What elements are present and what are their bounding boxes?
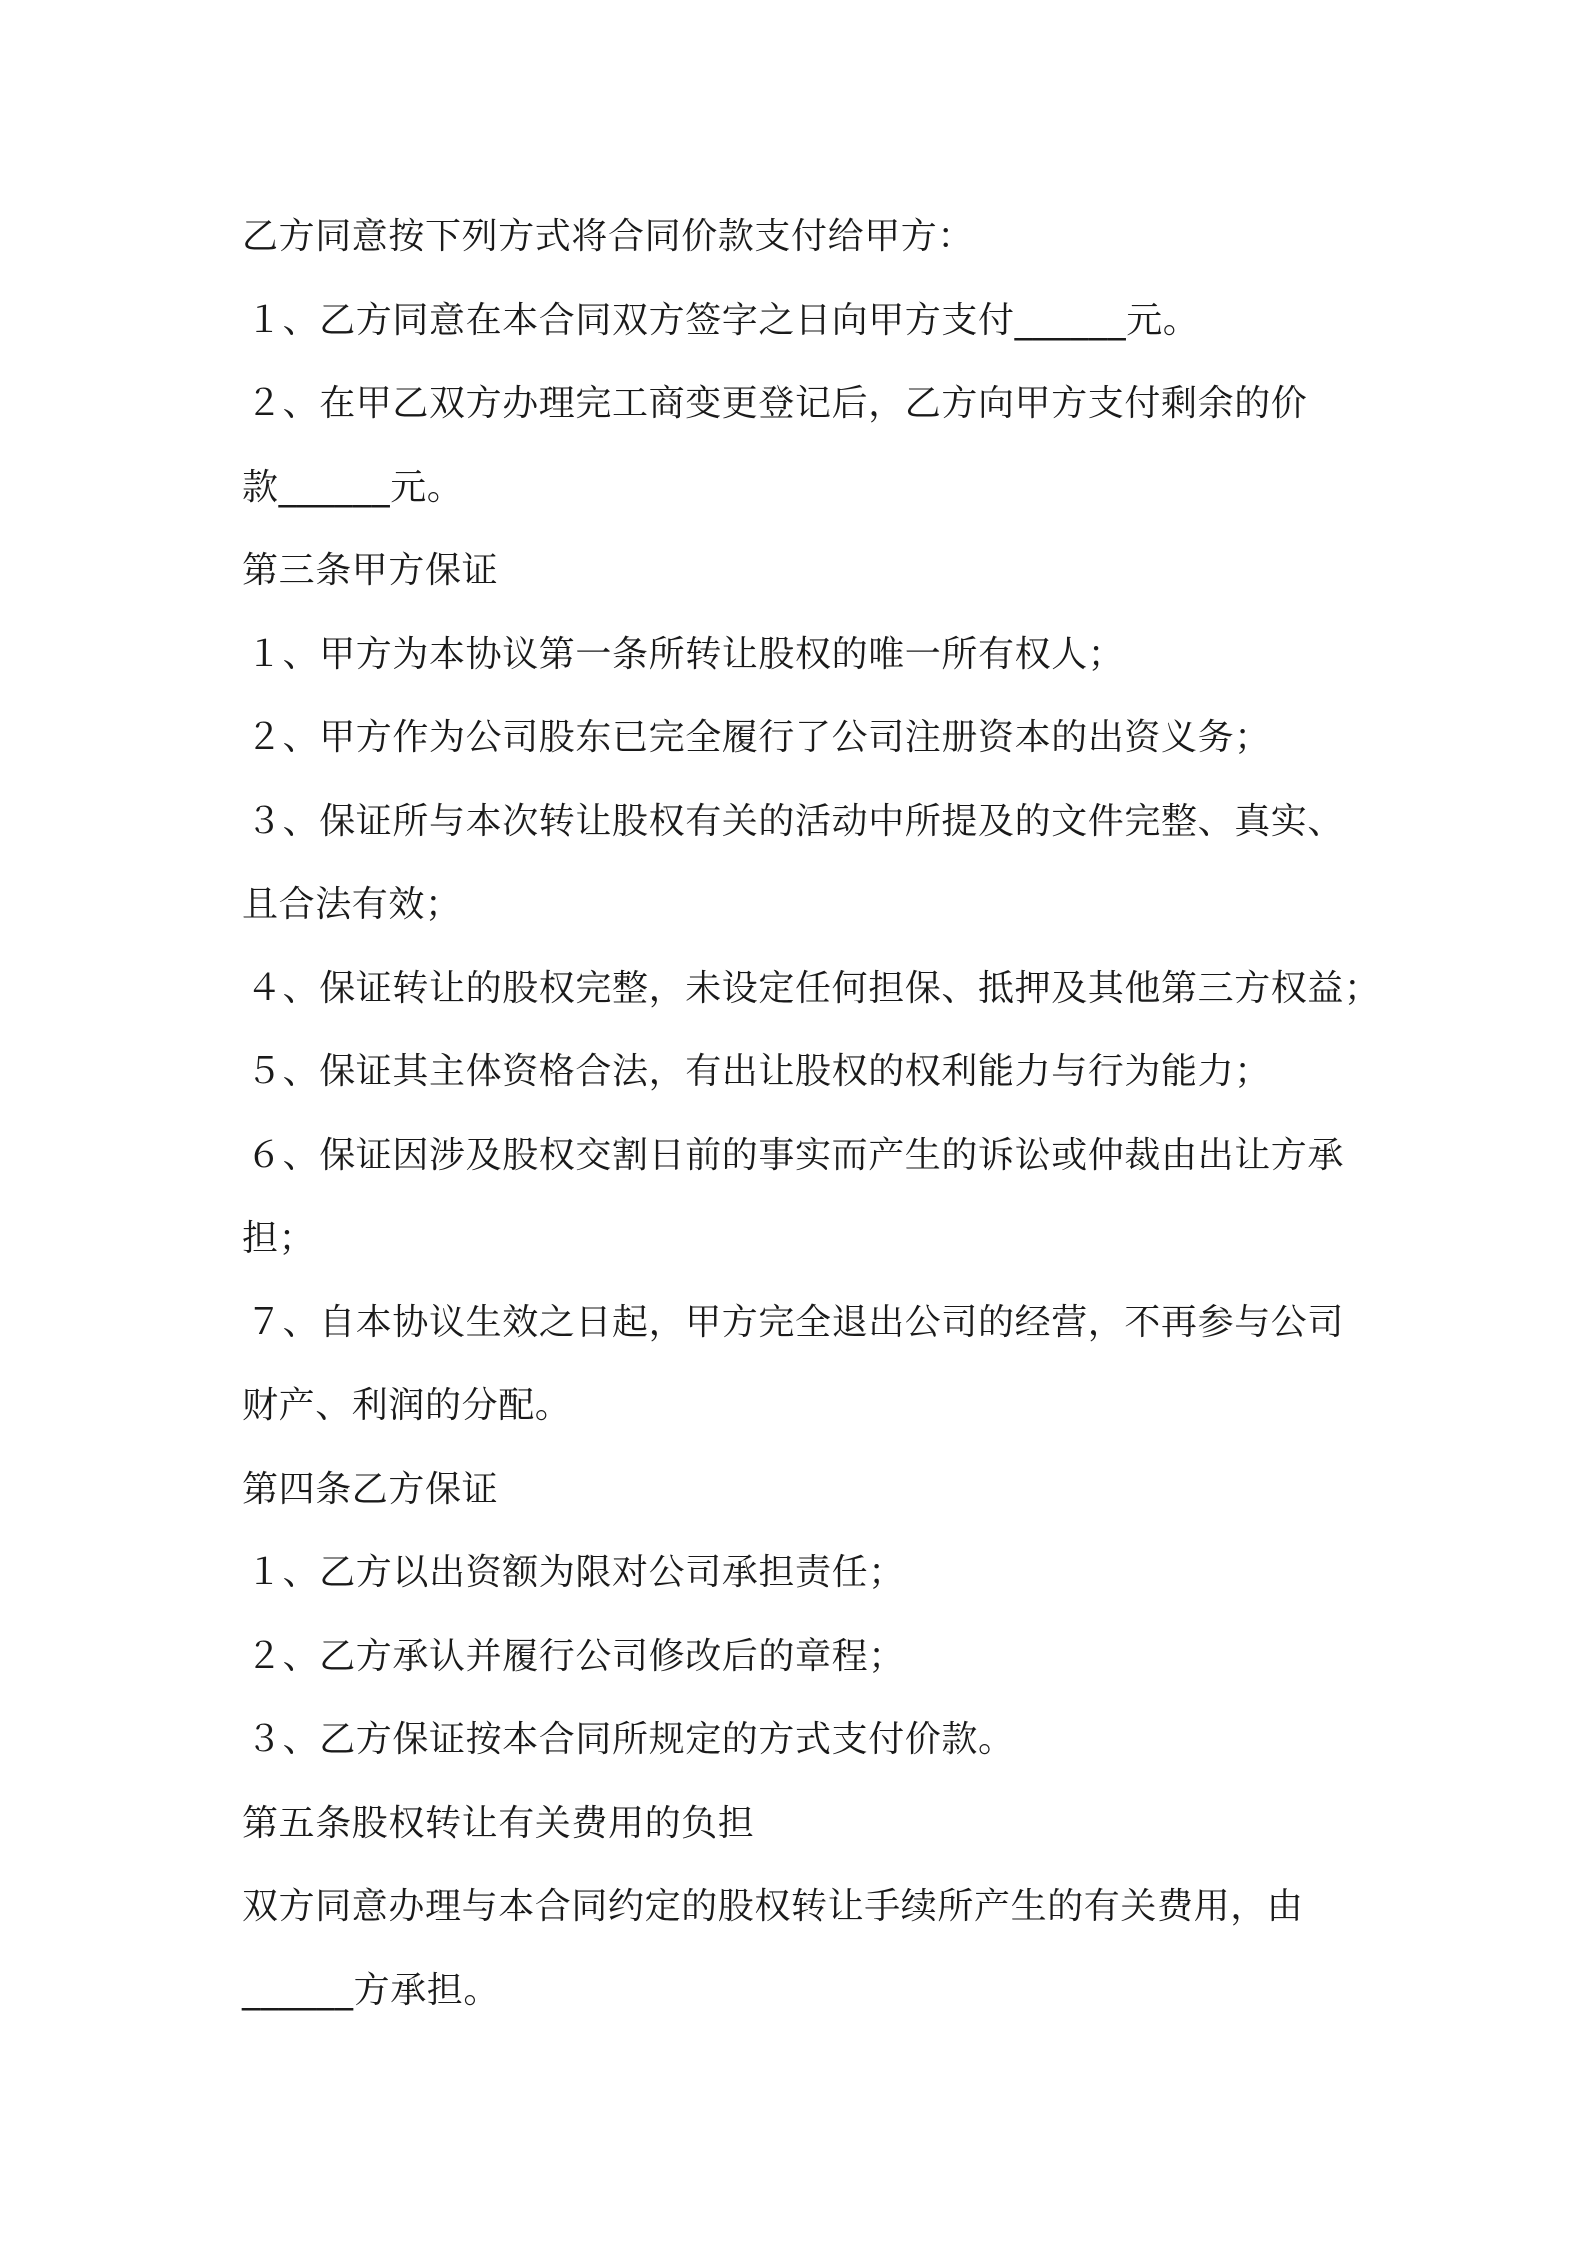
document-body: [242, 195, 1381, 2032]
article-3-item-2: ２、甲方作为公司股东已完全履行了公司注册资本的出资义务；: [246, 717, 1271, 758]
payment-item-1: １、乙方同意在本合同双方签字之日向甲方支付______元。: [246, 299, 1200, 341]
payment-intro: 乙方同意按下列方式将合同价款支付给甲方：: [242, 216, 975, 257]
article-3-item-3-cont: 且合法有效；: [242, 884, 462, 925]
article-4-item-2: ２、乙方承认并履行公司修改后的章程；: [246, 1635, 905, 1677]
article-5-heading: 第五条股权转让有关费用的负担: [242, 1802, 755, 1844]
article-3-item-6: ６、保证因涉及股权交割日前的事实而产生的诉讼或仲裁由出让方承: [246, 1134, 1345, 1176]
article-3-item-5: ５、保证其主体资格合法，有出让股权的权利能力与行为能力；: [246, 1051, 1271, 1092]
article-4-item-3: ３、乙方保证按本合同所规定的方式支付价款。: [246, 1719, 1015, 1760]
article-3-item-4: ４、保证转让的股权完整，未设定任何担保、抵押及其他第三方权益；: [246, 967, 1381, 1009]
payment-item-2-cont: 款______元。: [242, 466, 464, 508]
article-3-item-1: １、甲方为本协议第一条所转让股权的唯一所有权人；: [246, 633, 1125, 675]
article-4-item-1: １、乙方以出资额为限对公司承担责任；: [246, 1552, 905, 1593]
article-4-heading: 第四条乙方保证: [242, 1468, 499, 1510]
article-3-item-7-cont: 财产、利润的分配。: [242, 1385, 572, 1426]
article-3-item-6-cont: 担；: [242, 1218, 316, 1259]
article-3-item-7: ７、自本协议生效之日起，甲方完全退出公司的经营，不再参与公司: [246, 1301, 1345, 1343]
article-3-item-3: ３、保证所与本次转让股权有关的活动中所提及的文件完整、真实、: [246, 800, 1345, 842]
article-5-body-cont: ______方承担。: [242, 1969, 500, 2011]
article-5-body: 双方同意办理与本合同约定的股权转让手续所产生的有关费用，由: [242, 1886, 1304, 1927]
article-3-heading: 第三条甲方保证: [242, 550, 499, 591]
payment-item-2: ２、在甲乙双方办理完工商变更登记后，乙方向甲方支付剩余的价: [246, 383, 1308, 424]
